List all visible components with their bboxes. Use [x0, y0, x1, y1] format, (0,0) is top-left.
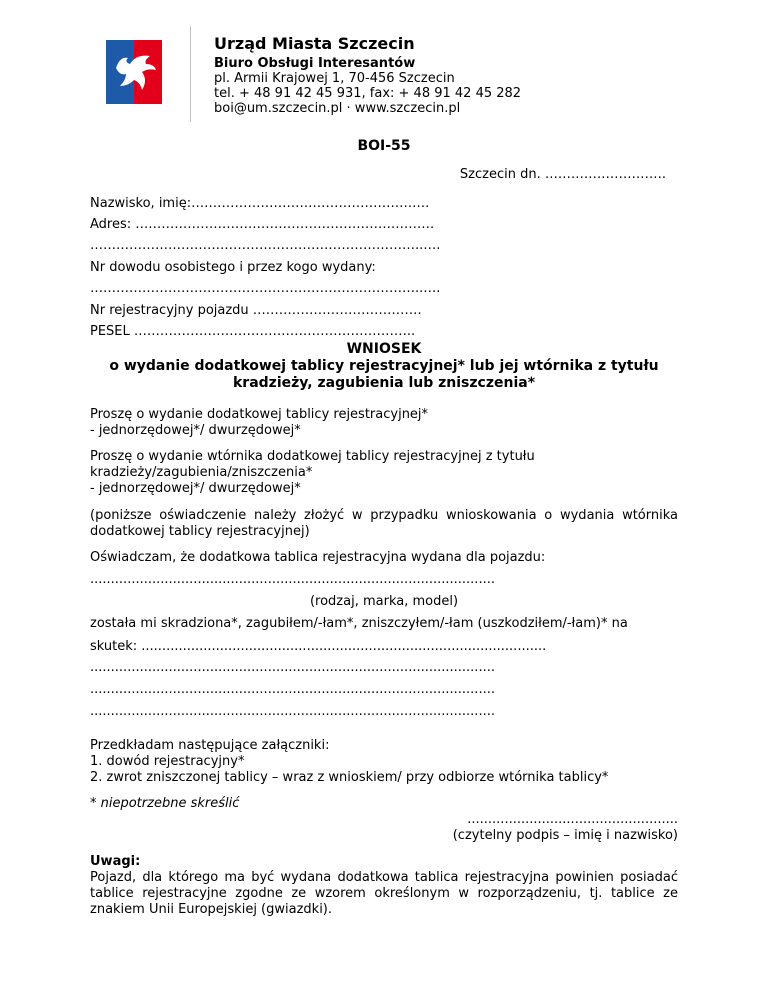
signature-caption: (czytelny podpis – imię i nazwisko) [452, 828, 678, 843]
footnote: * niepotrzebne skreślić [90, 796, 240, 811]
vehicle-field: .................................................................................................. [90, 572, 495, 587]
loss-statement: została mi skradziona*, zagubiłem/-łam*, zniszczyłem/-łam (uszkodziłem/-łam)* na [90, 616, 628, 631]
address-field-continued: …………………………………………………………………..…. [90, 238, 441, 253]
id-card-field: …………………………………………………………………..…. [90, 281, 441, 296]
request-additional-plate [90, 407, 678, 439]
letterhead [214, 36, 521, 116]
request-option: - jednorzędowej*/ dwurzędowej* [90, 423, 301, 438]
cause-field-line: .................................................................................................. [90, 682, 495, 697]
request-reason: kradzieży/zagubienia/zniszczenia* [90, 465, 313, 480]
header-divider [190, 26, 191, 122]
request-duplicate-plate [90, 449, 678, 497]
remarks-text: Pojazd, dla którego ma być wydana dodatkowa tablica rejestracyjna powinien posiadać tablice rejestracyjne zgodne ze wzorem określonym w rozporządzeniu, tj. tablice ze znakiem Unii Europejskiej (gwiazdki). [90, 870, 678, 917]
attachment-item: 1. dowód rejestracyjny* [90, 754, 245, 769]
statement-note: (poniższe oświadczenie należy złożyć w przypadku wnioskowania o wydania wtórnika dodatkowej tablicy rejestracyjnej) [90, 508, 678, 539]
attachments-title: Przedkładam następujące załączniki: [90, 738, 330, 753]
title-line-1: WNIOSEK [346, 341, 422, 357]
szczecin-griffin-logo [106, 40, 162, 104]
title-line-2: o wydanie dodatkowej tablicy rejestracyjnej* lub jej wtórnika z tytułu [109, 358, 659, 374]
department-name: Biuro Obsługi Interesantów [214, 56, 416, 71]
address-field: Adres: …………………………………………………………… [90, 217, 435, 232]
name-field: Nazwisko, imię:………………………………………………. [90, 196, 430, 211]
phone-line: tel. + 48 91 42 45 931, fax: + 48 91 42 45 282 [214, 86, 522, 101]
pesel-field: PESEL ……………………………………………………….. [90, 324, 416, 339]
application-title [90, 341, 678, 392]
id-card-label: Nr dowodu osobistego i przez kogo wydany: [90, 260, 376, 275]
request-line: Proszę o wydanie dodatkowej tablicy rejestracyjnej* [90, 407, 429, 422]
cause-field-line: .................................................................................................. [90, 660, 495, 675]
date-field: Szczecin dn. ………………………. [459, 167, 666, 182]
cause-field: skutek: .................................................................................................. [90, 639, 547, 654]
address-line: pl. Armii Krajowej 1, 70-456 Szczecin [214, 71, 455, 86]
request-line: Proszę o wydanie wtórnika dodatkowej tablicy rejestracyjnej z tytułu [90, 449, 535, 464]
cause-field-line: .................................................................................................. [90, 704, 495, 719]
organization-name: Urząd Miasta Szczecin [214, 34, 415, 53]
request-option: - jednorzędowej*/ dwurzędowej* [90, 481, 301, 496]
registration-number-field: Nr rejestracyjny pojazdu ………………………………… [90, 303, 422, 318]
vehicle-caption: (rodzaj, marka, model) [309, 594, 459, 609]
remarks-title: Uwagi: [90, 854, 141, 869]
attachment-item: 2. zwrot zniszczonej tablicy – wraz z wnioskiem/ przy odbiorze wtórnika tablicy* [90, 770, 609, 785]
form-code: BOI-55 [357, 138, 411, 154]
web-line: boi@um.szczecin.pl · www.szczecin.pl [214, 101, 461, 116]
title-line-3: kradzieży, zagubienia lub zniszczenia* [232, 375, 536, 391]
signature-field: ................................................... [467, 812, 678, 827]
statement-text: Oświadczam, że dodatkowa tablica rejestracyjna wydana dla pojazdu: [90, 550, 546, 565]
attachments [90, 738, 678, 786]
